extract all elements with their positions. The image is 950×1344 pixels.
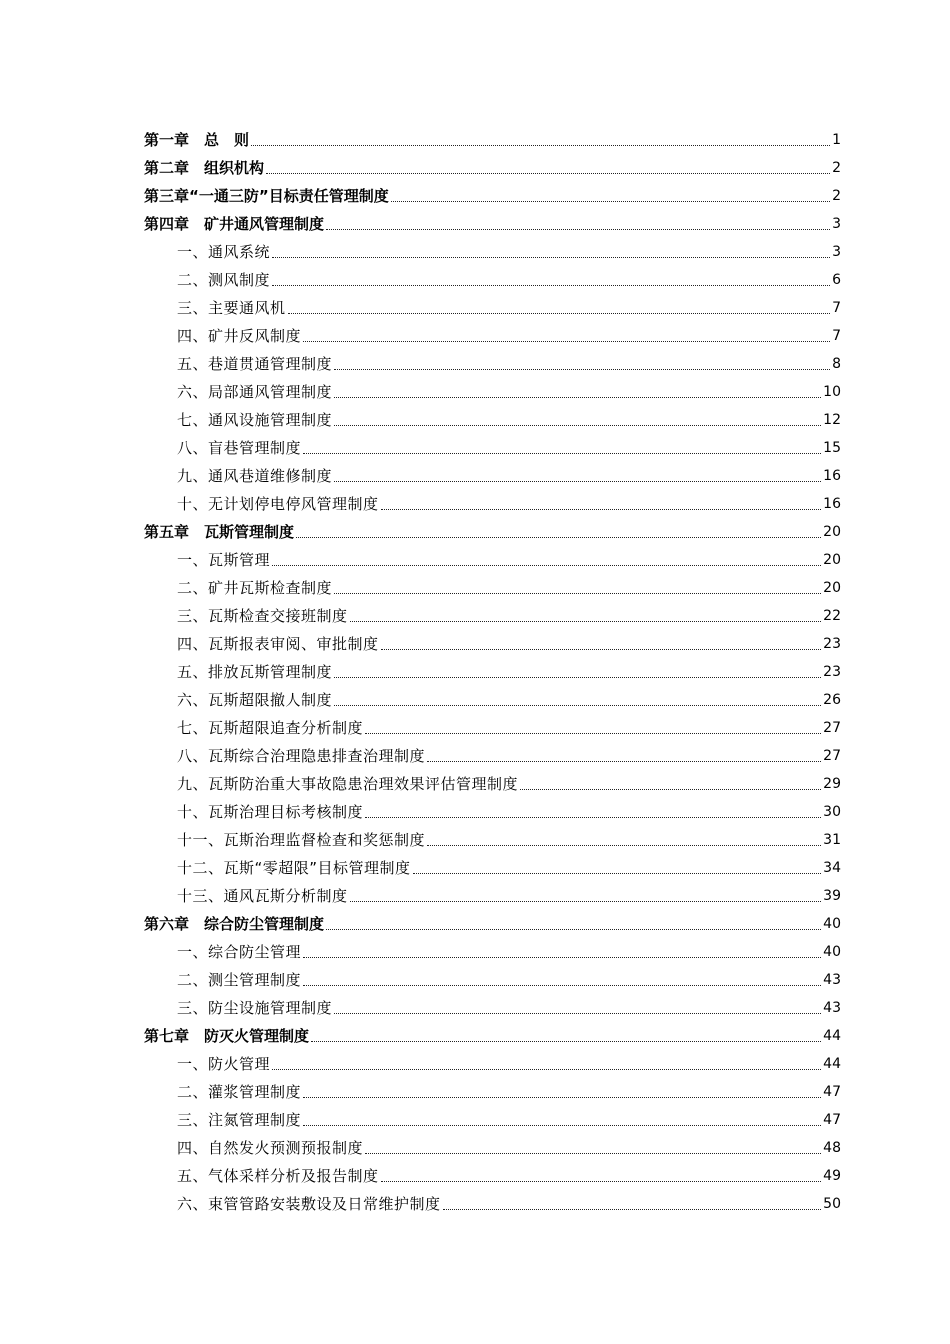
toc-dot-leader bbox=[391, 201, 830, 202]
toc-entry-title: 第五章 瓦斯管理制度 bbox=[144, 523, 295, 541]
toc-entry-title: 九、通风巷道维修制度 bbox=[177, 467, 333, 485]
toc-entry-title: 十一、瓦斯治理监督检查和奖惩制度 bbox=[177, 831, 426, 849]
toc-page-number: 26 bbox=[823, 692, 841, 708]
toc-page-number: 6 bbox=[832, 272, 841, 288]
toc-dot-leader bbox=[272, 285, 830, 286]
toc-section-entry[interactable] bbox=[144, 938, 841, 966]
toc-page-number: 43 bbox=[823, 1000, 841, 1016]
toc-page-number: 29 bbox=[823, 776, 841, 792]
toc-section-entry[interactable] bbox=[144, 882, 841, 910]
toc-page-number: 23 bbox=[823, 664, 841, 680]
toc-entry-title: 五、巷道贯通管理制度 bbox=[177, 355, 333, 373]
toc-page-number: 48 bbox=[823, 1140, 841, 1156]
toc-page-number: 44 bbox=[823, 1028, 841, 1044]
toc-section-entry[interactable] bbox=[144, 770, 841, 798]
toc-entry-title: 三、主要通风机 bbox=[177, 299, 286, 317]
toc-page-number: 27 bbox=[823, 720, 841, 736]
toc-dot-leader bbox=[296, 537, 821, 538]
toc-page-number: 2 bbox=[832, 160, 841, 176]
toc-section-entry[interactable] bbox=[144, 406, 841, 434]
toc-section-entry[interactable] bbox=[144, 1078, 841, 1106]
toc-section-entry[interactable] bbox=[144, 1106, 841, 1134]
toc-page-number: 1 bbox=[832, 132, 841, 148]
toc-entry-title: 七、瓦斯超限追查分析制度 bbox=[177, 719, 364, 737]
toc-entry-title: 二、测尘管理制度 bbox=[177, 971, 302, 989]
toc-entry-title: 五、气体采样分析及报告制度 bbox=[177, 1167, 379, 1185]
toc-section-entry[interactable] bbox=[144, 1134, 841, 1162]
toc-page-number: 40 bbox=[823, 916, 841, 932]
toc-section-entry[interactable] bbox=[144, 742, 841, 770]
toc-section-entry[interactable] bbox=[144, 574, 841, 602]
toc-page-number: 22 bbox=[823, 608, 841, 624]
toc-entry-title: 一、防火管理 bbox=[177, 1055, 271, 1073]
toc-section-entry[interactable] bbox=[144, 1162, 841, 1190]
toc-section-entry[interactable] bbox=[144, 546, 841, 574]
toc-page-number: 7 bbox=[832, 300, 841, 316]
toc-dot-leader bbox=[334, 397, 821, 398]
toc-dot-leader bbox=[272, 257, 830, 258]
toc-section-entry[interactable] bbox=[144, 994, 841, 1022]
toc-entry-title: 一、瓦斯管理 bbox=[177, 551, 271, 569]
toc-dot-leader bbox=[350, 901, 822, 902]
toc-page-number: 44 bbox=[823, 1056, 841, 1072]
toc-entry-title: 第四章 矿井通风管理制度 bbox=[144, 215, 325, 233]
toc-dot-leader bbox=[381, 509, 822, 510]
toc-dot-leader bbox=[303, 453, 821, 454]
toc-dot-leader bbox=[326, 929, 821, 930]
toc-entry-title: 六、束管管路安装敷设及日常维护制度 bbox=[177, 1195, 441, 1213]
toc-dot-leader bbox=[272, 565, 821, 566]
toc-entry-title: 一、通风系统 bbox=[177, 243, 271, 261]
toc-page-number: 7 bbox=[832, 328, 841, 344]
toc-section-entry[interactable] bbox=[144, 658, 841, 686]
toc-entry-title: 十三、通风瓦斯分析制度 bbox=[177, 887, 348, 905]
toc-page-number: 8 bbox=[832, 356, 841, 372]
toc-page-number: 50 bbox=[823, 1196, 841, 1212]
toc-section-entry[interactable] bbox=[144, 378, 841, 406]
toc-section-entry[interactable] bbox=[144, 686, 841, 714]
toc-page-number: 27 bbox=[823, 748, 841, 764]
toc-entry-title: 三、瓦斯检查交接班制度 bbox=[177, 607, 348, 625]
toc-dot-leader bbox=[381, 649, 822, 650]
toc-dot-leader bbox=[334, 369, 830, 370]
toc-entry-title: 九、瓦斯防治重大事故隐患治理效果评估管理制度 bbox=[177, 775, 519, 793]
toc-section-entry[interactable] bbox=[144, 714, 841, 742]
toc-dot-leader bbox=[427, 761, 821, 762]
toc-section-entry[interactable] bbox=[144, 462, 841, 490]
toc-dot-leader bbox=[350, 621, 822, 622]
toc-section-entry[interactable] bbox=[144, 798, 841, 826]
toc-dot-leader bbox=[443, 1209, 822, 1210]
toc-section-entry[interactable] bbox=[144, 966, 841, 994]
toc-section-entry[interactable] bbox=[144, 294, 841, 322]
toc-section-entry[interactable] bbox=[144, 826, 841, 854]
toc-section-entry[interactable] bbox=[144, 238, 841, 266]
toc-dot-leader bbox=[303, 1125, 821, 1126]
toc-section-entry[interactable] bbox=[144, 322, 841, 350]
toc-dot-leader bbox=[334, 1013, 821, 1014]
toc-chapter-entry[interactable] bbox=[144, 518, 841, 546]
toc-entry-title: 四、矿井反风制度 bbox=[177, 327, 302, 345]
toc-page-number: 31 bbox=[823, 832, 841, 848]
toc-entry-title: 第一章 总 则 bbox=[144, 131, 250, 149]
toc-page-number: 15 bbox=[823, 440, 841, 456]
toc-section-entry[interactable] bbox=[144, 266, 841, 294]
toc-section-entry[interactable] bbox=[144, 1190, 841, 1218]
toc-section-entry[interactable] bbox=[144, 1050, 841, 1078]
toc-dot-leader bbox=[303, 985, 821, 986]
toc-dot-leader bbox=[334, 705, 821, 706]
toc-entry-title: 六、瓦斯超限撤人制度 bbox=[177, 691, 333, 709]
toc-dot-leader bbox=[334, 677, 821, 678]
toc-entry-title: 十二、瓦斯“零超限”目标管理制度 bbox=[177, 859, 411, 877]
toc-page-number: 47 bbox=[823, 1112, 841, 1128]
toc-dot-leader bbox=[303, 341, 830, 342]
toc-dot-leader bbox=[272, 1069, 821, 1070]
toc-page-number: 47 bbox=[823, 1084, 841, 1100]
toc-entry-title: 二、测风制度 bbox=[177, 271, 271, 289]
toc-chapter-entry[interactable] bbox=[144, 1022, 841, 1050]
toc-entry-title: 六、局部通风管理制度 bbox=[177, 383, 333, 401]
toc-section-entry[interactable] bbox=[144, 350, 841, 378]
toc-dot-leader bbox=[381, 1181, 822, 1182]
toc-dot-leader bbox=[266, 173, 830, 174]
toc-dot-leader bbox=[303, 957, 821, 958]
toc-entry-title: 三、防尘设施管理制度 bbox=[177, 999, 333, 1017]
toc-dot-leader bbox=[326, 229, 830, 230]
toc-page-number: 30 bbox=[823, 804, 841, 820]
toc-page-number: 20 bbox=[823, 580, 841, 596]
toc-page-number: 20 bbox=[823, 524, 841, 540]
toc-chapter-entry[interactable] bbox=[144, 182, 841, 210]
toc-page-number: 2 bbox=[832, 188, 841, 204]
toc-dot-leader bbox=[334, 481, 821, 482]
toc-entry-title: 一、综合防尘管理 bbox=[177, 943, 302, 961]
toc-dot-leader bbox=[427, 845, 821, 846]
toc-entry-title: 十、瓦斯治理目标考核制度 bbox=[177, 803, 364, 821]
toc-dot-leader bbox=[303, 1097, 821, 1098]
toc-page-number: 49 bbox=[823, 1168, 841, 1184]
toc-page-number: 16 bbox=[823, 468, 841, 484]
toc-page-number: 39 bbox=[823, 888, 841, 904]
toc-section-entry[interactable] bbox=[144, 434, 841, 462]
toc-section-entry[interactable] bbox=[144, 490, 841, 518]
toc-entry-title: 第六章 综合防尘管理制度 bbox=[144, 915, 325, 933]
toc-entry-title: 第二章 组织机构 bbox=[144, 159, 265, 177]
toc-section-entry[interactable] bbox=[144, 854, 841, 882]
toc-dot-leader bbox=[413, 873, 822, 874]
toc-dot-leader bbox=[311, 1041, 821, 1042]
toc-page-number: 16 bbox=[823, 496, 841, 512]
toc-page-number: 40 bbox=[823, 944, 841, 960]
toc-chapter-entry[interactable] bbox=[144, 910, 841, 938]
toc-chapter-entry[interactable] bbox=[144, 154, 841, 182]
toc-entry-title: 二、灌浆管理制度 bbox=[177, 1083, 302, 1101]
toc-entry-title: 五、排放瓦斯管理制度 bbox=[177, 663, 333, 681]
toc-dot-leader bbox=[365, 733, 821, 734]
toc-entry-title: 八、瓦斯综合治理隐患排查治理制度 bbox=[177, 747, 426, 765]
toc-section-entry[interactable] bbox=[144, 602, 841, 630]
toc-entry-title: 二、矿井瓦斯检查制度 bbox=[177, 579, 333, 597]
toc-section-entry[interactable] bbox=[144, 630, 841, 658]
toc-page-number: 43 bbox=[823, 972, 841, 988]
toc-dot-leader bbox=[334, 425, 821, 426]
toc-entry-title: 四、自然发火预测预报制度 bbox=[177, 1139, 364, 1157]
toc-dot-leader bbox=[520, 789, 821, 790]
toc-entry-title: 四、瓦斯报表审阅、审批制度 bbox=[177, 635, 379, 653]
toc-chapter-entry[interactable] bbox=[144, 126, 841, 154]
table-of-contents bbox=[144, 126, 841, 1218]
toc-entry-title: 七、通风设施管理制度 bbox=[177, 411, 333, 429]
toc-dot-leader bbox=[365, 1153, 821, 1154]
toc-entry-title: 第三章“一通三防”目标责任管理制度 bbox=[144, 187, 389, 205]
toc-dot-leader bbox=[251, 145, 830, 146]
toc-entry-title: 十、无计划停电停风管理制度 bbox=[177, 495, 379, 513]
toc-entry-title: 八、盲巷管理制度 bbox=[177, 439, 302, 457]
toc-dot-leader bbox=[365, 817, 821, 818]
toc-entry-title: 三、注氮管理制度 bbox=[177, 1111, 302, 1129]
toc-page-number: 3 bbox=[832, 216, 841, 232]
toc-page-number: 3 bbox=[832, 244, 841, 260]
toc-chapter-entry[interactable] bbox=[144, 210, 841, 238]
toc-page-number: 20 bbox=[823, 552, 841, 568]
toc-page-number: 34 bbox=[823, 860, 841, 876]
toc-dot-leader bbox=[288, 313, 831, 314]
toc-entry-title: 第七章 防灭火管理制度 bbox=[144, 1027, 310, 1045]
toc-page-number: 23 bbox=[823, 636, 841, 652]
toc-dot-leader bbox=[334, 593, 821, 594]
toc-page-number: 10 bbox=[823, 384, 841, 400]
toc-page-number: 12 bbox=[823, 412, 841, 428]
